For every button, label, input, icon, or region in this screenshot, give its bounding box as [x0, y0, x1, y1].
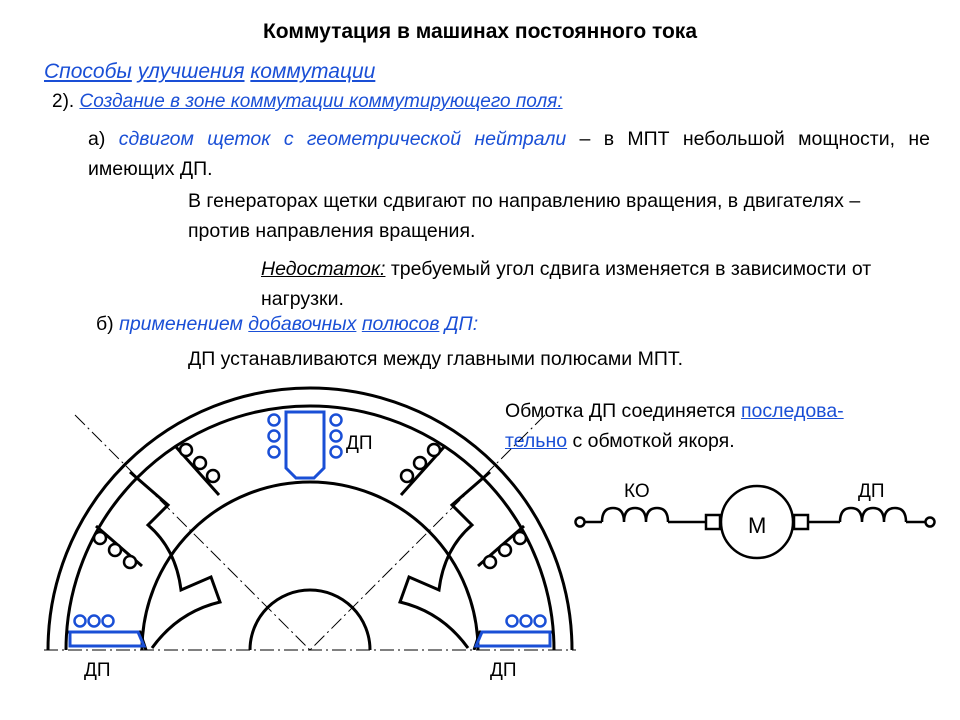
label-dp-right: ДП: [490, 660, 517, 681]
page-title: Коммутация в машинах постоянного тока: [262, 20, 698, 43]
subheading-text[interactable]: Создание в зоне коммутации коммутирующего поля:: [79, 91, 563, 112]
main-pole-coils: [94, 444, 526, 568]
heading-word-1[interactable]: Способы: [44, 60, 132, 83]
terminal-left: [576, 518, 585, 527]
winding-text-before: Обмотка ДП соединяется: [505, 400, 741, 422]
drawback-label: Недостаток:: [261, 258, 386, 280]
item-b-prefix: б): [96, 313, 114, 335]
item-a-highlight: сдвигом щеток с геометрической нейтрали: [118, 128, 567, 150]
label-ko: КО: [624, 481, 650, 502]
heading-word-3[interactable]: коммутации: [250, 60, 376, 83]
terminal-right: [926, 518, 935, 527]
generators-paragraph: В генераторах щетки сдвигают по направлению вращения, в двигателях – против направления вращения.: [188, 190, 861, 242]
item-b-word-3[interactable]: полюсов: [361, 313, 440, 335]
item-b-word-4: ДП:: [444, 313, 479, 335]
item-a-prefix: а): [88, 128, 106, 150]
motor-label: М: [748, 513, 767, 538]
label-dp-top: ДП: [346, 433, 373, 454]
item-a-rest: – в МПТ небольшой мощности, не имеющих ДП.: [88, 128, 931, 180]
winding-link-2[interactable]: тельно: [505, 430, 568, 452]
dp-install-paragraph: ДП устанавливаются между главными полюсами МПТ.: [188, 348, 684, 370]
item-b-word-2[interactable]: добавочных: [248, 313, 357, 335]
winding-link-1[interactable]: последова-: [741, 400, 844, 422]
heading-word-2[interactable]: улучшения: [137, 60, 245, 83]
winding-text-after: с обмоткой якоря.: [567, 430, 735, 452]
item-b-word-1: применением: [119, 313, 243, 335]
subheading-number: 2).: [52, 91, 75, 112]
label-dp-circuit: ДП: [858, 481, 885, 502]
label-dp-left: ДП: [84, 660, 111, 681]
drawback-text: требуемый угол сдвига изменяется в зависимости от нагрузки.: [261, 258, 872, 310]
